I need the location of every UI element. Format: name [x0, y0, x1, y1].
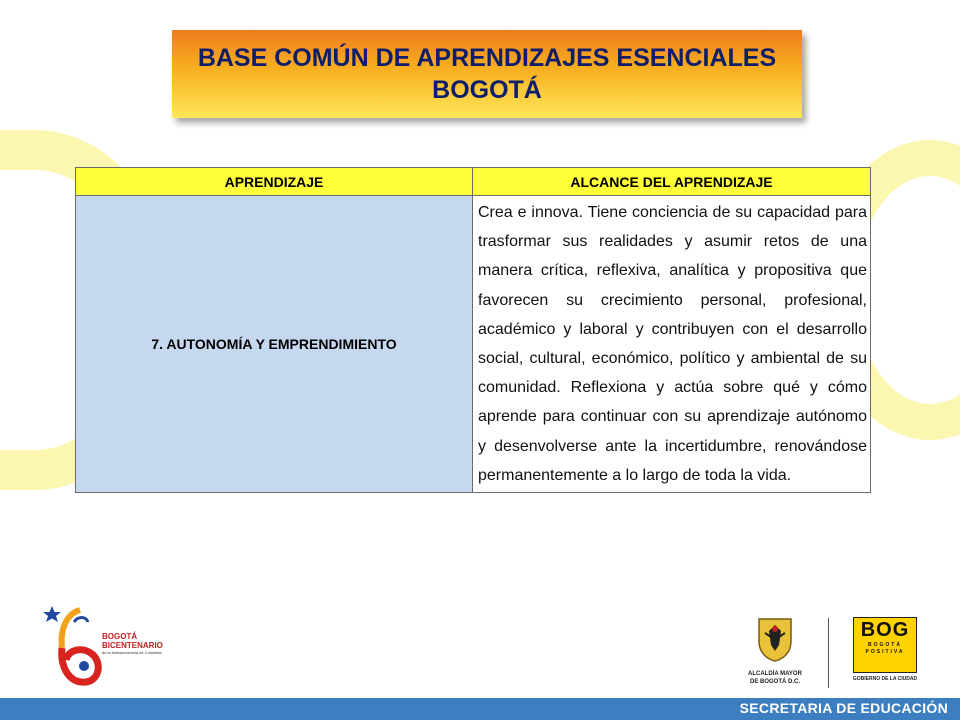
alcaldia-logo	[740, 615, 810, 691]
bog-box	[853, 617, 917, 673]
header-learning: APRENDIZAJE	[76, 168, 473, 196]
bicentenario-line-3: de la Independencia de Colombia	[102, 650, 162, 655]
bicentenario-text	[102, 632, 163, 655]
bog-sub-1: BOGOTÁ	[868, 642, 902, 648]
alcaldia-text	[740, 670, 810, 686]
title-line-2: BOGOTÁ	[432, 76, 542, 104]
alcaldia-line-1: ALCALDÍA MAYOR	[748, 671, 802, 677]
header-scope: ALCANCE DEL APRENDIZAJE	[473, 168, 871, 196]
footer-bar	[0, 698, 960, 720]
learning-table	[75, 167, 871, 493]
bog-sub-3: GOBIERNO DE LA CIUDAD	[852, 676, 918, 682]
title-banner	[172, 30, 802, 118]
coat-of-arms-icon	[755, 615, 795, 663]
title-line-1: BASE COMÚN DE APRENDIZAJES ESENCIALES	[197, 44, 777, 72]
bogota-positiva-logo	[850, 617, 920, 687]
alcaldia-line-2: DE BOGOTÁ D.C.	[749, 679, 800, 685]
bicentenario-logo	[42, 600, 172, 692]
bicentenario-line-2: BICENTENARIO	[102, 641, 163, 650]
table-header-row	[76, 168, 871, 196]
scope-cell: Crea e innova. Tiene conciencia de su capacidad para trasformar sus realidades y asumir retos de una manera crítica, reflexiva, analítica y propositiva que favorecen su crecimiento personal, profesional, académico y laboral y contribuyen con el desarrollo social, cultural, económico, político y ambiental de su comunidad. Reflexiona y actúa sobre qué y cómo aprende para continuar con su aprendizaje autónomo y desenvolverse ante la incertidumbre, renovándose permanentemente a lo largo de toda la vida.	[473, 196, 871, 493]
bog-sub-2: POSITIVA	[865, 649, 905, 655]
learning-cell: 7. AUTONOMÍA Y EMPRENDIMIENTO	[76, 196, 473, 493]
table-row	[76, 196, 871, 493]
logo-divider	[828, 618, 829, 688]
footer-text: SECRETARIA DE EDUCACIÓN	[739, 700, 948, 716]
bog-text: BOG	[860, 619, 910, 641]
bicentenario-line-1: BOGOTÁ	[102, 632, 138, 641]
